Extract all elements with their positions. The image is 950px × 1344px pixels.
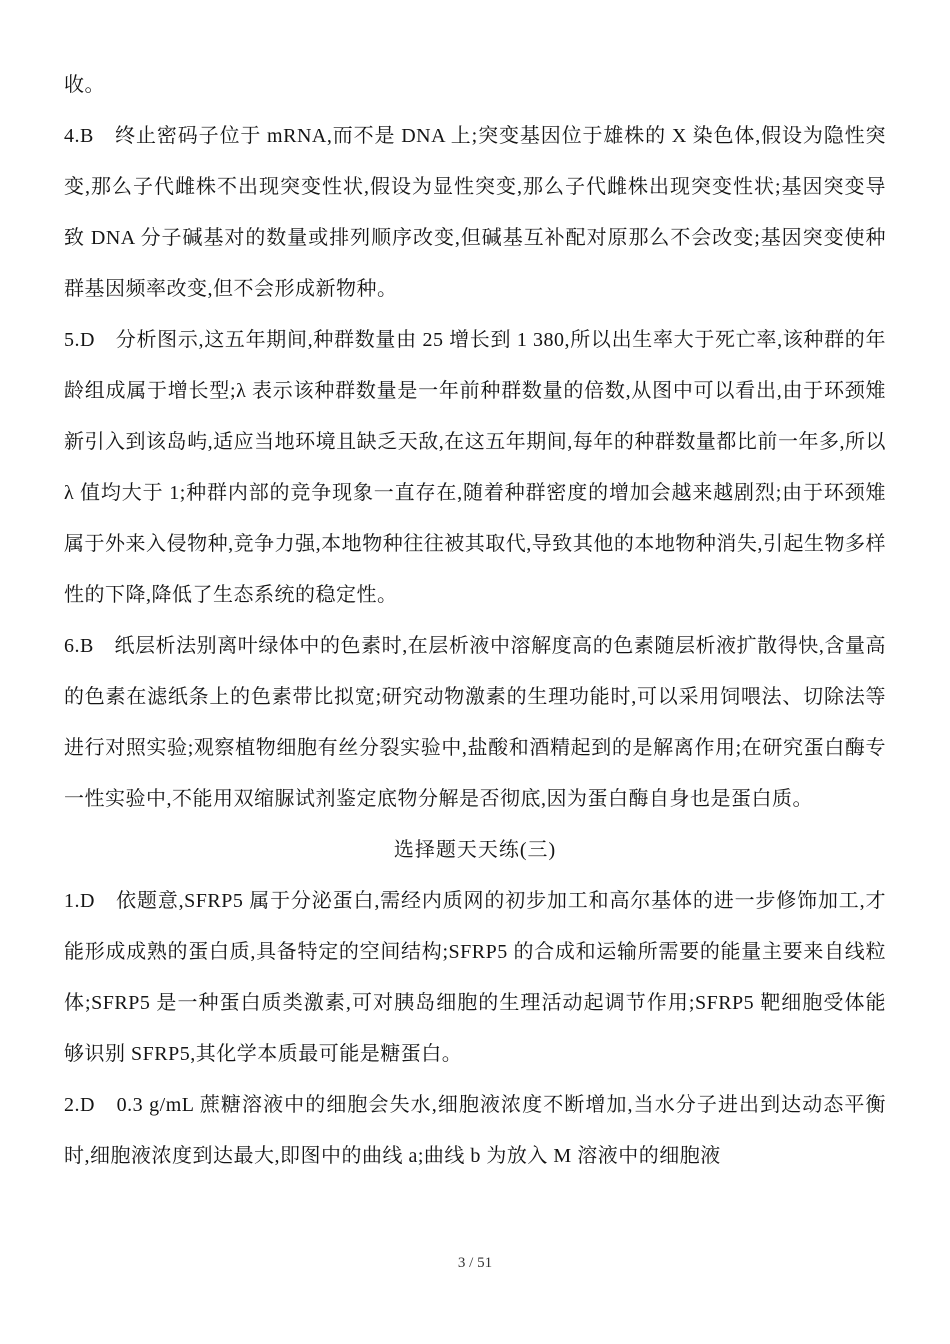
page-number-indicator: 3 / 51 (457, 1255, 493, 1271)
answer-paragraph-6b: 6.B 纸层析法别离叶绿体中的色素时,在层析液中溶解度高的色素随层析液扩散得快,含量高的色素在滤纸条上的色素带比拟宽;研究动物激素的生理功能时,可以采用饲喂法、切除法等进行对照实验;观察植物细胞有丝分裂实验中,盐酸和酒精起到的是解离作用;在研究蛋白酶专一性实验中,不能用双缩脲试剂鉴定底物分解是否彻底,因为蛋白酶自身也是蛋白质。 (64, 635, 886, 810)
section-heading: 选择题天天练(三) (393, 839, 557, 861)
answer-paragraph-4b: 4.B 终止密码子位于 mRNA,而不是 DNA 上;突变基因位于雄株的 X 染色体,假设为隐性突变,那么子代雌株不出现突变性状,假设为显性突变,那么子代雌株出现突变性状;基因突变导致 DNA 分子碱基对的数量或排列顺序改变,但碱基互补配对原那么不会改变;基因突变使种群基因频率改变,但不会形成新物种。 (64, 125, 886, 300)
paragraph-continuation: 收。 (64, 74, 105, 96)
answer-paragraph-1d: 1.D 依题意,SFRP5 属于分泌蛋白,需经内质网的初步加工和高尔基体的进一步修饰加工,才能形成成熟的蛋白质,具备特定的空间结构;SFRP5 的合成和运输所需要的能量主要来自线粒体;SFRP5 是一种蛋白质类激素,可对胰岛细胞的生理活动起调节作用;SFRP5 靶细胞受体能够识别 SFRP5,其化学本质最可能是糖蛋白。 (64, 890, 886, 1065)
answer-paragraph-5d: 5.D 分析图示,这五年期间,种群数量由 25 增长到 1 380,所以出生率大于死亡率,该种群的年龄组成属于增长型;λ 表示该种群数量是一年前种群数量的倍数,从图中可以看出,由于环颈雉新引入到该岛屿,适应当地环境且缺乏天敌,在这五年期间,每年的种群数量都比前一年多,所以 λ 值均大于 1;种群内部的竞争现象一直存在,随着种群密度的增加会越来越剧烈;由于环颈雉属于外来入侵物种,竞争力强,本地物种往往被其取代,导致其他的本地物种消失,引起生物多样性的下降,降低了生态系统的稳定性。 (64, 329, 886, 606)
answer-paragraph-2d: 2.D 0.3 g/mL 蔗糖溶液中的细胞会失水,细胞液浓度不断增加,当水分子进出到达动态平衡时,细胞液浓度到达最大,即图中的曲线 a;曲线 b 为放入 M 溶液中的细胞液 (64, 1094, 886, 1167)
